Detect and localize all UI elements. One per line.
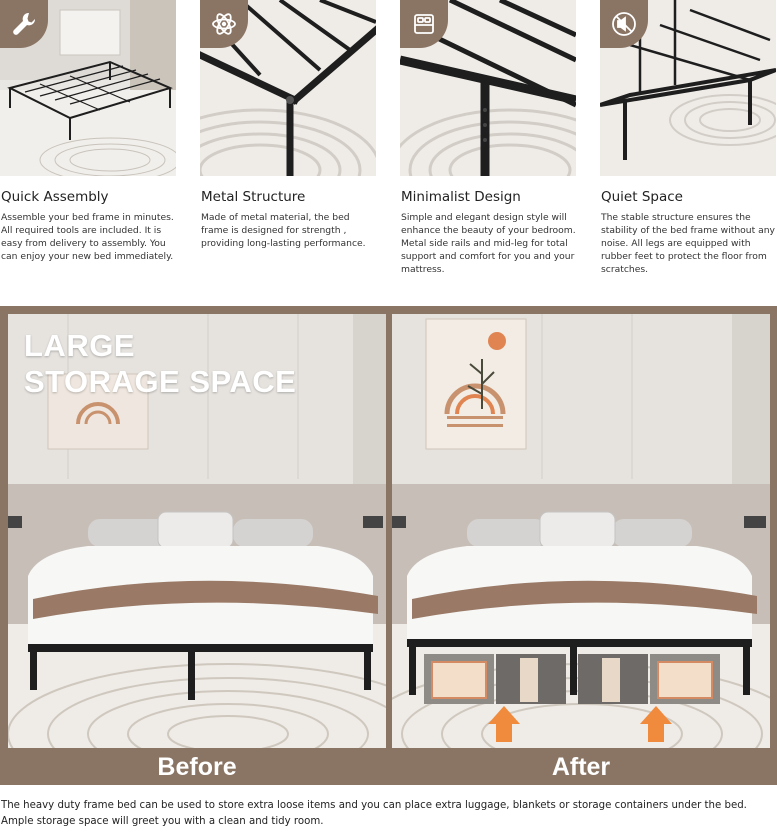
features-row — [0, 0, 777, 290]
feature-quick-assembly — [0, 0, 178, 290]
feature-image-mid-leg — [400, 0, 576, 176]
feature-image-frame-side — [600, 0, 776, 176]
feature-title: Minimalist Design — [401, 189, 521, 205]
before-label: Before — [157, 753, 237, 781]
storage-heading — [24, 328, 296, 400]
storage-heading-line1: LARGE — [24, 328, 135, 363]
feature-minimalist-design — [400, 0, 578, 290]
feature-metal-structure — [200, 0, 378, 290]
storage-banner — [0, 306, 777, 785]
storage-description: The heavy duty frame bed can be used to store extra loose items and you can place extra luggage, blankets or storage containers under the bed. Ample storage space will greet you with a clean and tidy room. — [1, 800, 747, 827]
after-image — [392, 314, 770, 748]
feature-image-frame-corner — [200, 0, 376, 176]
storage-heading-line2: STORAGE SPACE — [24, 364, 297, 399]
feature-title: Quiet Space — [601, 189, 683, 205]
feature-description: The stable structure ensures the stability of the bed frame without any noise. All legs are equipped with rubber feet to protect the floor from scratches. — [601, 212, 775, 275]
after-label: After — [551, 753, 611, 781]
feature-description: Assemble your bed frame in minutes. All required tools are included. It is easy from delivery to assembly. You can enjoy your new bed immediately. — [1, 212, 174, 262]
before-image — [8, 314, 386, 748]
feature-description: Simple and elegant design style will enhance the beauty of your bedroom. Metal side rails and mid-leg for total support and comfort for you and your mattress. — [401, 212, 576, 275]
feature-description: Made of metal material, the bed frame is designed for strength , providing long-lasting performance. — [201, 212, 366, 249]
feature-quiet-space — [600, 0, 777, 290]
feature-image-room — [0, 0, 176, 176]
feature-title: Metal Structure — [201, 189, 306, 205]
feature-title: Quick Assembly — [1, 189, 109, 205]
